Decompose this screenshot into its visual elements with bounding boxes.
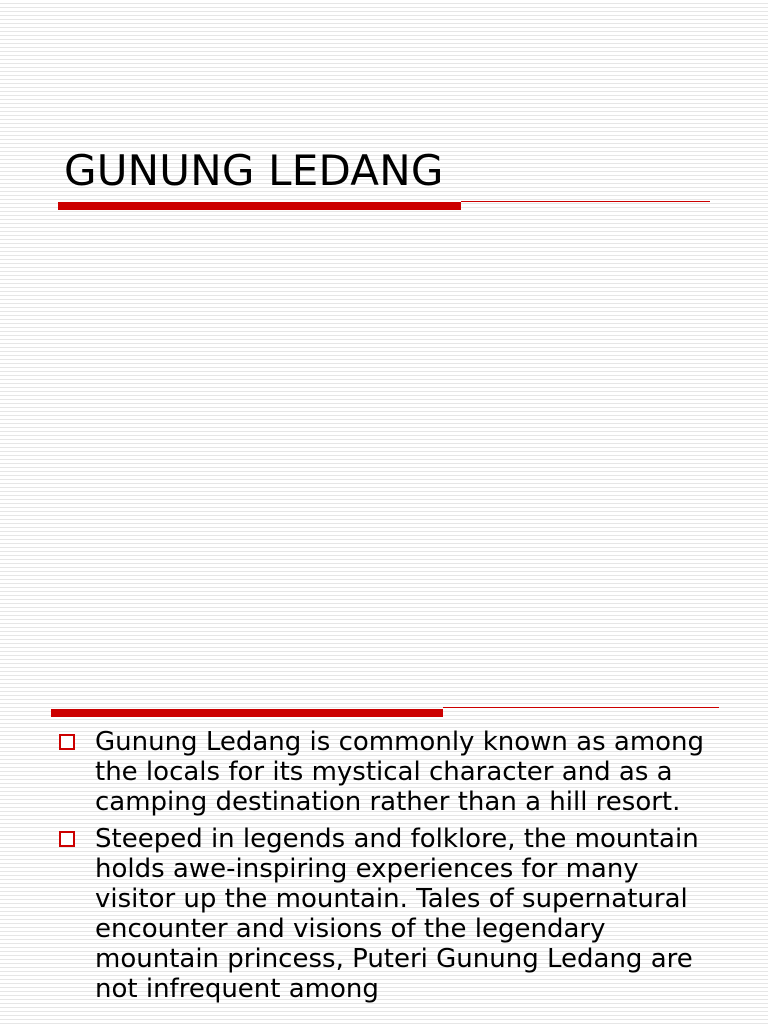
title-underline-thick <box>58 202 461 210</box>
bullet-item <box>58 824 718 1004</box>
title-underline-thin <box>461 201 710 202</box>
bullet-list <box>58 727 718 1011</box>
slide-title: GUNUNG LEDANG <box>64 146 444 195</box>
body-divider-thick <box>51 709 443 717</box>
bullet-item <box>58 727 718 817</box>
hollow-square-bullet-icon <box>59 831 75 847</box>
hollow-square-bullet-icon <box>59 734 75 750</box>
bullet-text: Steeped in legends and folklore, the mountain holds awe-inspiring experiences for many visitor up the mountain. Tales of supernatural encounter and visions of the legendary mountain princess, Puteri Gunung Ledang are not infrequent among <box>95 824 699 1004</box>
body-divider-thin <box>443 707 719 708</box>
bullet-text: Gunung Ledang is commonly known as among the locals for its mystical character and as a camping destination rather than a hill resort. <box>95 727 705 817</box>
